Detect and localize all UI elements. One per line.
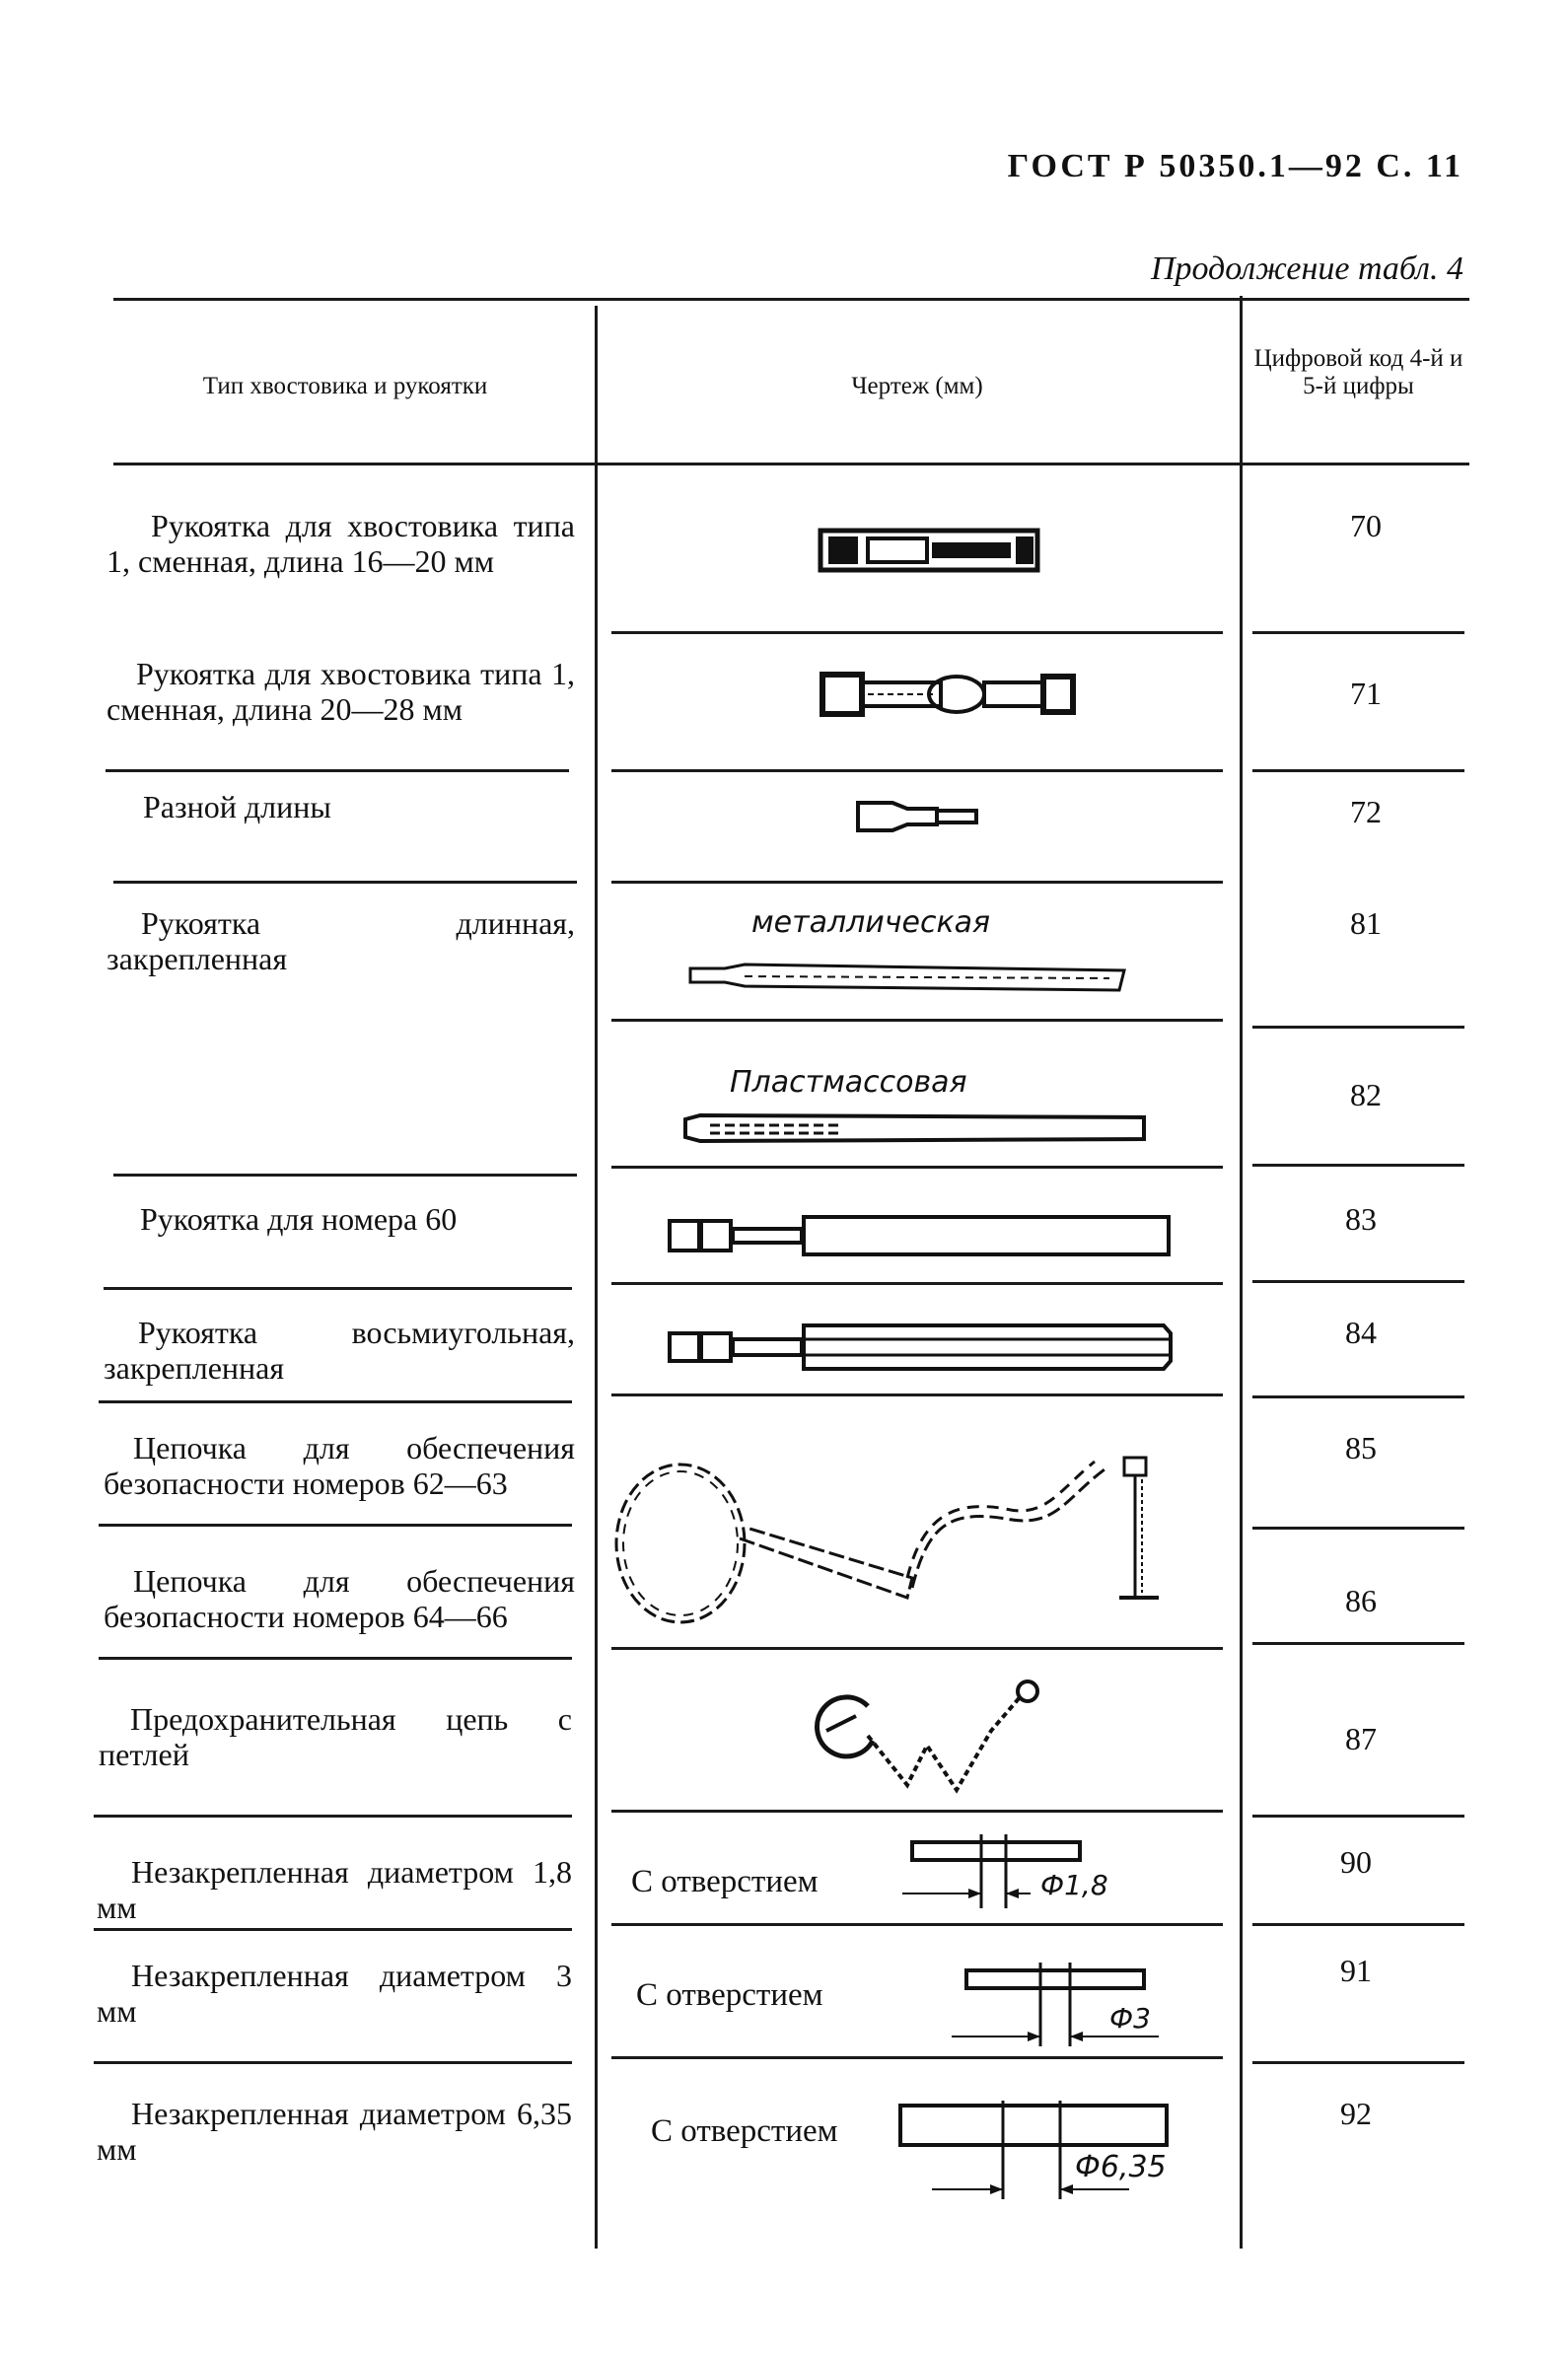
drawing-label: металлическая [751,905,991,940]
row-separator [611,1166,1223,1169]
column-header-code: Цифровой код 4-й и 5-й цифры [1253,345,1463,399]
row-separator [113,881,577,884]
handle-drawing [819,669,1080,723]
row-description: Предохранительная цепь с петлей [99,1701,572,1772]
row-separator [611,631,1223,634]
row-code: 87 [1345,1721,1377,1756]
row-code: 81 [1350,905,1382,941]
row-separator [611,1282,1223,1285]
page-header: ГОСТ Р 50350.1—92 С. 11 [1007,148,1463,184]
column-header-type: Тип хвостовика и рукоятки [202,373,488,399]
row-code: 84 [1345,1315,1377,1350]
row-description: Разной длины [143,789,331,824]
column-divider-1 [595,306,598,2249]
row-separator [1252,769,1464,772]
row-separator [94,1928,572,1931]
row-separator [1252,2061,1464,2064]
row-code: 85 [1345,1430,1377,1465]
row-separator [611,1810,1223,1813]
dimension-label: Ф1,8 [1040,1869,1108,1901]
row-code: 71 [1350,676,1382,711]
row-separator [1252,1527,1464,1530]
drawing-label: Пластмассовая [730,1065,967,1100]
drawing-label: С отверстием [636,1977,823,2013]
row-separator [99,1524,572,1527]
row-separator [611,2056,1223,2059]
long-handle-drawing [685,957,1129,1001]
safety-chain-loop-drawing [819,1677,1055,1805]
long-handle-drawing [680,1109,1164,1149]
row-code: 91 [1340,1953,1372,1988]
table-top-rule [113,298,1469,301]
octagonal-handle-drawing [666,1320,1178,1374]
row-code: 83 [1345,1201,1377,1237]
row-separator [1252,631,1464,634]
table-header-rule [113,463,1469,465]
row-code: 72 [1350,794,1382,829]
row-separator [1252,1026,1464,1029]
row-separator [99,1400,572,1403]
row-separator [99,1657,572,1660]
handle-drawing [666,1211,1178,1260]
table-continuation-label: Продолжение табл. 4 [1150,250,1463,287]
row-separator [94,1815,572,1818]
handle-drawing [853,797,981,836]
row-code: 82 [1350,1077,1382,1112]
row-separator [1252,1280,1464,1283]
row-separator [1252,1642,1464,1645]
row-separator [1252,1923,1464,1926]
row-description: Рукоятка для хвостовика типа 1, сменная, длина 20—28 мм [107,656,575,727]
row-separator [94,2061,572,2064]
row-separator [611,1923,1223,1926]
row-description: Цепочка для обеспечения безопасности номеров 62—63 [104,1430,575,1501]
row-code: 86 [1345,1583,1377,1618]
row-description: Незакрепленная диаметром 3 мм [97,1958,572,2029]
row-separator [104,1287,572,1290]
dimension-label: Ф3 [1109,2002,1151,2035]
row-code: 90 [1340,1844,1372,1880]
row-separator [1252,1815,1464,1818]
dimension-label: Ф6,35 [1075,2150,1167,2184]
row-separator [611,769,1223,772]
row-description: Незакрепленная диаметром 6,35 мм [97,2096,572,2167]
row-description: Цепочка для обеспечения безопасности номеров 64—66 [104,1563,575,1634]
column-divider-2 [1240,296,1243,2249]
row-description: Рукоятка для хвостовика типа 1, сменная, длина 16—20 мм [107,508,575,579]
row-separator [611,881,1223,884]
safety-chain-drawing [611,1450,1174,1657]
row-description: Незакрепленная диаметром 1,8 мм [97,1854,572,1925]
column-header-drawing: Чертеж (мм) [851,373,983,399]
row-separator [611,1393,1223,1396]
row-separator [1252,1395,1464,1398]
row-description: Рукоятка длинная, закрепленная [107,905,575,976]
drawing-label: С отверстием [631,1864,819,1899]
row-code: 92 [1340,2096,1372,2131]
row-separator [611,1019,1223,1022]
row-description: Рукоятка для номера 60 [140,1201,458,1237]
handle-drawing [819,523,1045,582]
row-description: Рукоятка восьмиугольная, закрепленная [104,1315,575,1386]
row-separator [1252,1164,1464,1167]
drawing-label: С отверстием [651,2113,838,2149]
row-separator [113,1174,577,1177]
row-code: 70 [1350,508,1382,543]
row-separator [106,769,569,772]
